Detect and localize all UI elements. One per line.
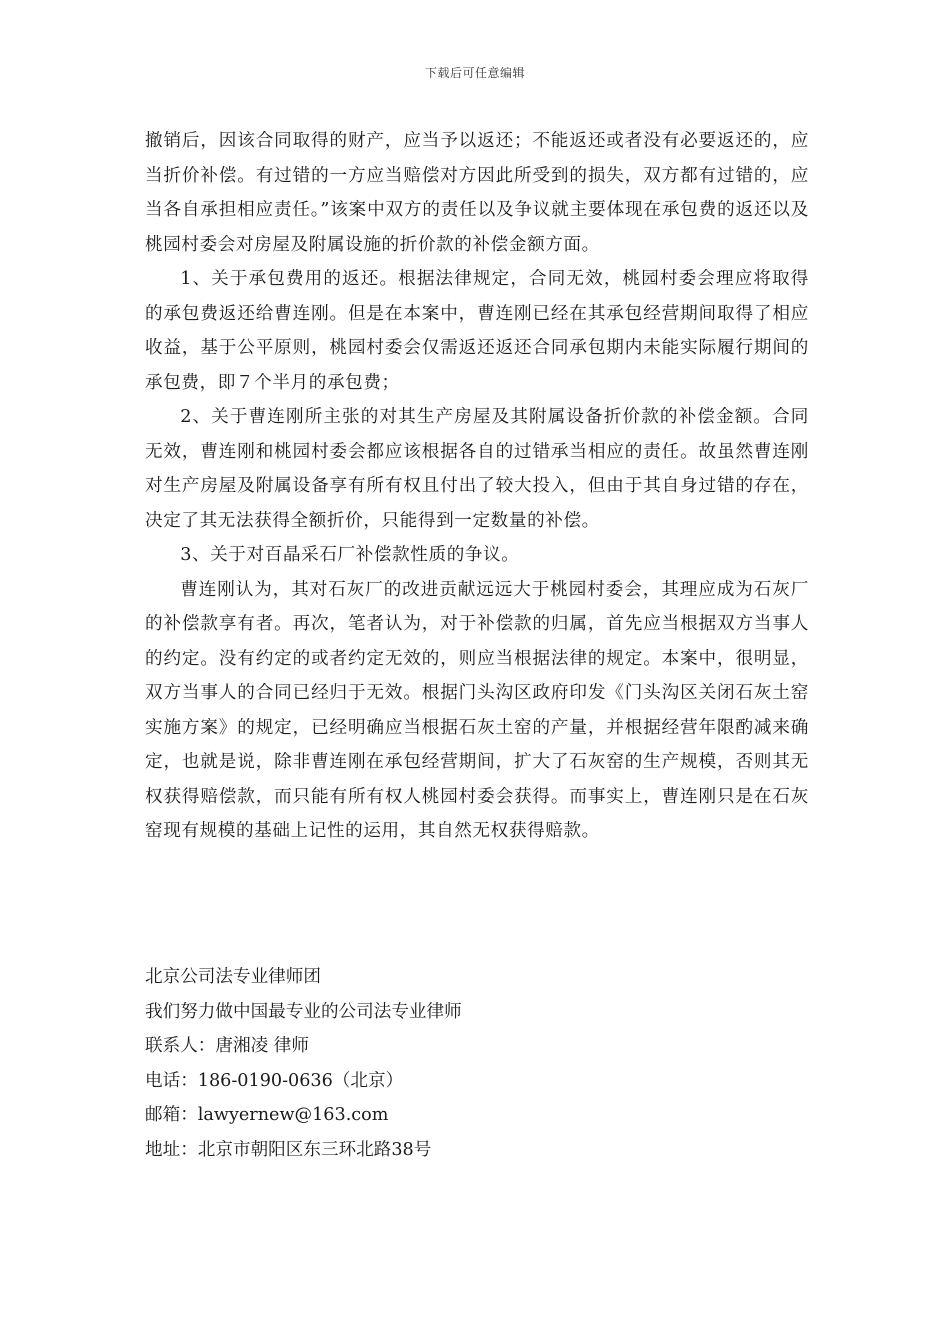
contact-person: 联系人：唐湘凌 律师: [145, 1036, 309, 1057]
paragraph-analysis: 曹连刚认为，其对石灰厂的改进贡献远远大于桃园村委会，其理应成为石灰厂的补偿款享有者。再次，笔者认为，对于补偿款的归属，首先应当根据双方当事人的约定。没有约定的或者约定无效的，则应当根据法律的规定。本案中，很明显，双方当事人的合同已经归于无效。根据门头沟区政府印发《门头沟区关闭石灰土窑实施方案》的规定，已经明确应当根据石灰土窑的产量，并根据经营年限酌减来确定，也就是说，除非曹连刚在承包经营期间，扩大了石灰窑的生产规模，否则其无权获得赔偿款，而只能有所有权人桃园村委会获得。而事实上，曹连刚只是在石灰窑现有规模的基础上记性的运用，其自然无权获得赔款。: [145, 579, 809, 841]
paragraph-item-2: 2、关于曹连刚所主张的对其生产房屋及其附属设备折价款的补偿金额。合同无效，曹连刚和桃园村委会都应该根据各自的过错承当相应的责任。故虽然曹连刚对生产房屋及附属设备享有所有权且付出了较大投入，但由于其自身过错的存在，决定了其无法获得全额折价，只能得到一定数量的补偿。: [145, 407, 809, 531]
paragraph-continuation: 撤销后，因该合同取得的财产，应当予以返还；不能返还或者没有必要返还的，应当折价补偿。有过错的一方应当赔偿对方因此所受到的损失，双方都有过错的，应当各自承担相应责任。”该案中双方的责任以及争议就主要体现在承包费的返还以及桃园村委会对房屋及附属设施的折价款的补偿金额方面。: [145, 131, 809, 255]
document-body: [145, 124, 809, 849]
contact-block: [145, 960, 809, 1168]
contact-email: 邮箱：lawyernew@163.com: [145, 1105, 389, 1126]
contact-org: 北京公司法专业律师团: [145, 967, 321, 987]
contact-phone: 电话：186-0190-0636（北京）: [145, 1070, 404, 1091]
contact-address: 地址：北京市朝阳区东三环北路38号: [145, 1139, 432, 1160]
paragraph-item-3: 3、关于对百晶采石厂补偿款性质的争议。: [180, 545, 520, 565]
contact-slogan: 我们努力做中国最专业的公司法专业律师: [145, 1001, 462, 1022]
paragraph-item-1: 1、关于承包费用的返还。根据法律规定，合同无效，桃园村委会理应将取得的承包费返还给曹连刚。但是在本案中，曹连刚已经在其承包经营期间取得了相应收益，基于公平原则，桃园村委会仅需返还返还合同承包期内未能实际履行期间的承包费，即７个半月的承包费；: [145, 269, 809, 393]
page-header: 下载后可任意编辑: [424, 66, 525, 80]
